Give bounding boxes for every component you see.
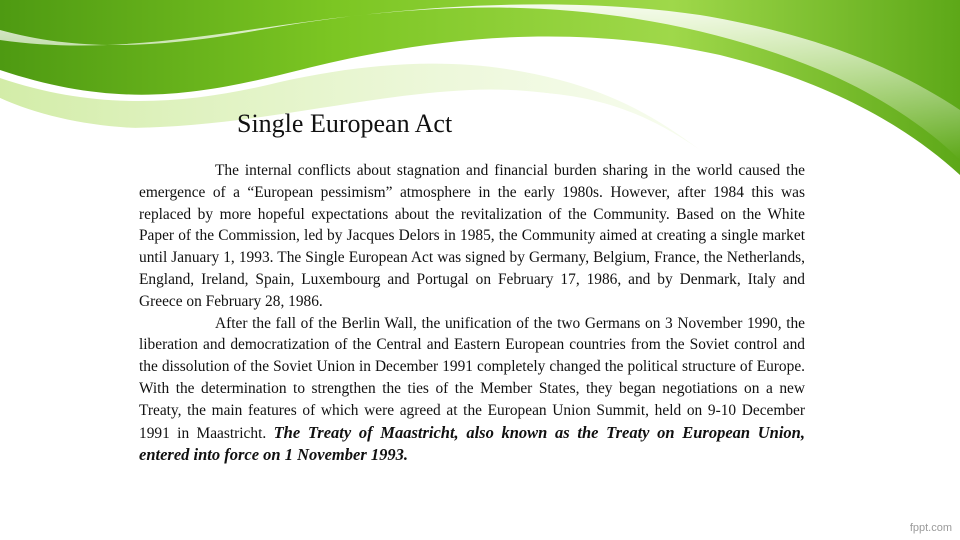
- paragraph-maastricht: [139, 313, 805, 468]
- paragraph-single-european-act: The internal conflicts about stagnation and financial burden sharing in the world caused the emergence of a “European pessimism” atmosphere in the early 1980s. However, after 1984 this was replaced by more hopeful expectations about the revitalization of the Community. Based on the White Paper of the Commission, led by Jacques Delors in 1985, the Community aimed at creating a single market until January 1, 1993. The Single European Act was signed by Germany, Belgium, France, the Netherlands, England, Ireland, Spain, Luxembourg and Portugal on February 17, 1986, and by Denmark, Italy and Greece on February 28, 1986.: [139, 162, 805, 310]
- maastricht-treaty-emphasis: The Treaty of Maastricht, also known as the Treaty on European Union, entered into force on 1 November 1993.: [139, 422, 805, 465]
- fppt-watermark: fppt.com: [909, 522, 952, 534]
- paragraph-maastricht-text: After the fall of the Berlin Wall, the unification of the two Germans on 3 November 1990, the liberation and democratization of the Central and Eastern European countries from the Soviet control and the dissolution of the Soviet Union in December 1991 completely changed the political structure of Europe. With the determination to strengthen the ties of the Member States, they began negotiations on a new Treaty, the main features of which were agreed at the European Union Summit, held on 9-10 December 1991 in Maastricht.: [139, 314, 805, 442]
- slide-title: Single European Act: [237, 109, 453, 138]
- slide-body: [139, 160, 805, 467]
